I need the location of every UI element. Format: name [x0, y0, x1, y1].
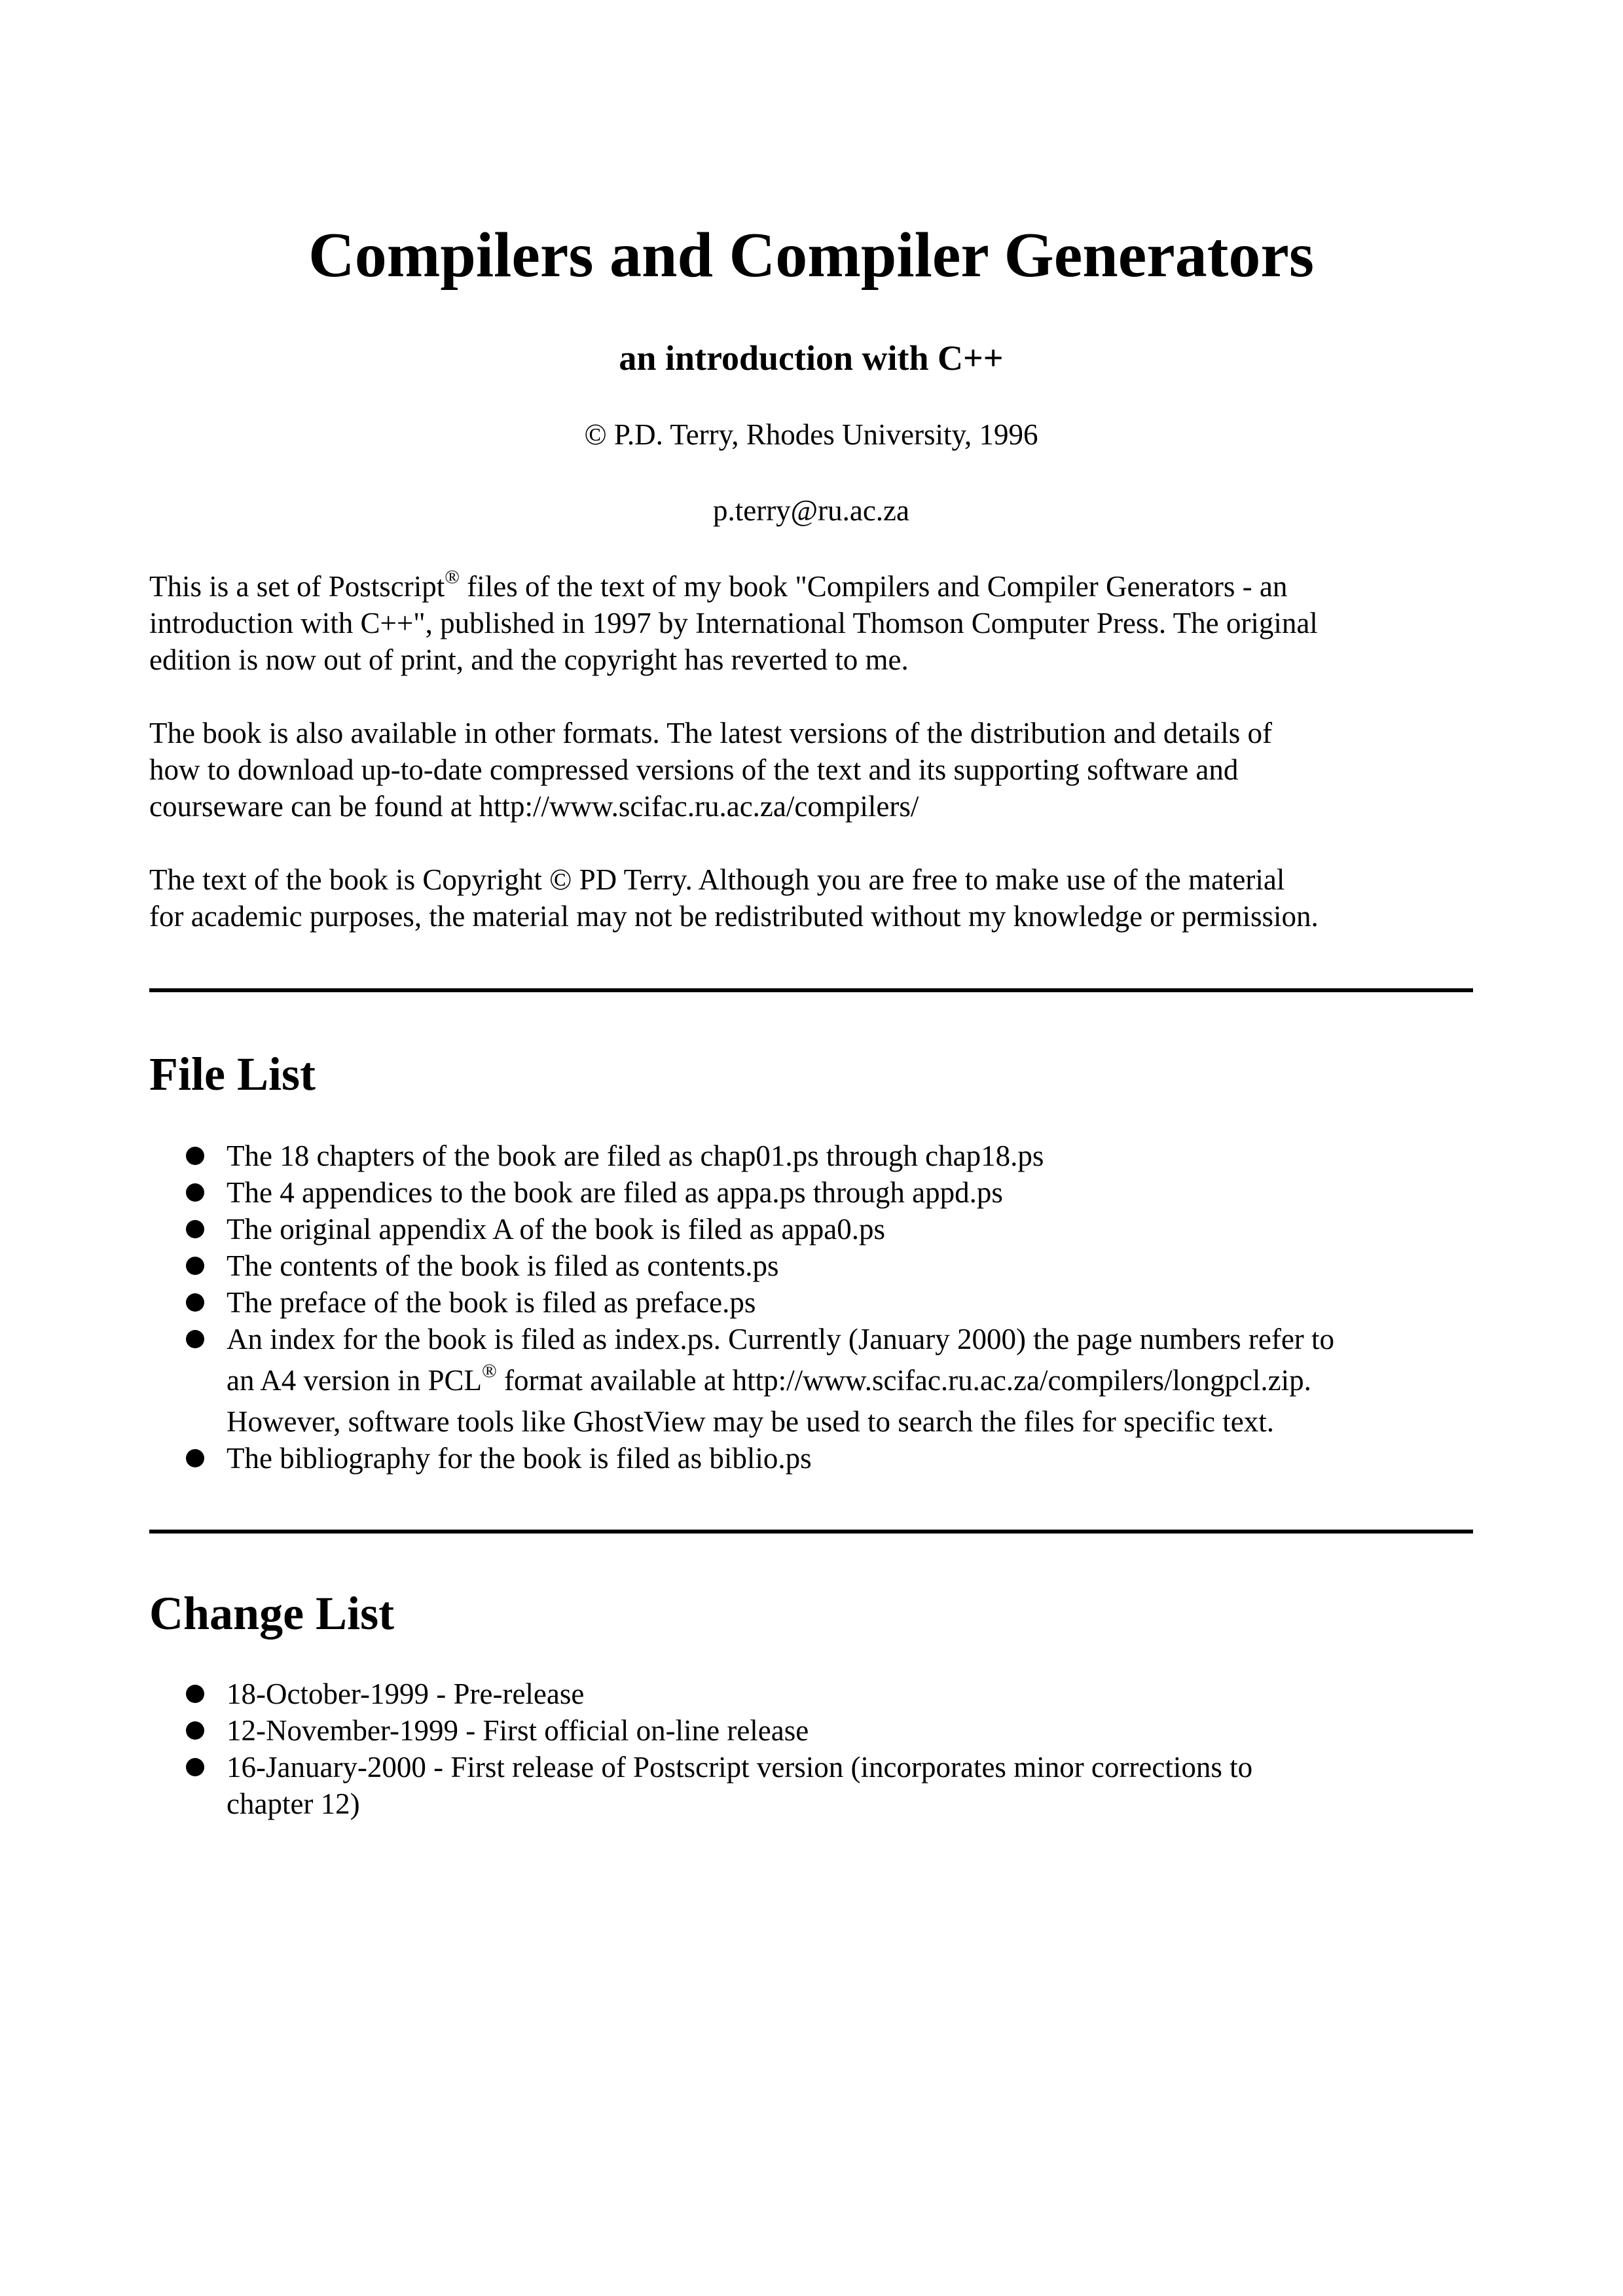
list-item	[149, 1440, 1473, 1477]
intro-p1-text-a: This is a set of Postscript	[149, 570, 445, 603]
list-item-text: The 4 appendices to the book are filed as appa.ps through appd.ps	[227, 1176, 1003, 1209]
bullet-icon	[186, 1293, 204, 1312]
intro-p3-line-2: for academic purposes, the material may not be redistributed without my knowledge or permission.	[149, 900, 1319, 933]
bullet-icon	[186, 1220, 204, 1238]
intro-paragraph-3	[149, 861, 1473, 935]
list-item-text: 16-January-2000 - First release of Postscript version (incorporates minor corrections to	[227, 1751, 1253, 1784]
horizontal-rule	[149, 988, 1473, 992]
horizontal-rule	[149, 1530, 1473, 1534]
list-item	[149, 1284, 1473, 1321]
intro-p2-line-1: The book is also available in other formats. The latest versions of the distribution and details of	[149, 717, 1273, 749]
list-item	[149, 1138, 1473, 1174]
copyright-line: © P.D. Terry, Rhodes University, 1996	[584, 418, 1038, 451]
list-item	[149, 1174, 1473, 1211]
list-item-text-line-3: However, software tools like GhostView may be used to search the files for specific text.	[227, 1405, 1275, 1438]
bullet-icon	[186, 1758, 204, 1776]
list-item-text-line-2: chapter 12)	[227, 1787, 360, 1820]
list-item-text-line-2	[227, 1357, 1473, 1403]
list-item-text: The 18 chapters of the book are filed as chap01.ps through chap18.ps	[227, 1139, 1044, 1172]
bullet-icon	[186, 1183, 204, 1202]
file-list-heading: File List	[149, 1048, 316, 1100]
list-item-text: The original appendix A of the book is filed as appa0.ps	[227, 1213, 886, 1246]
intro-p3-line-1: The text of the book is Copyright © PD Terry. Although you are free to make use of the material	[149, 863, 1285, 896]
bullet-icon	[186, 1330, 204, 1348]
file-list	[149, 1138, 1473, 1477]
list-item	[149, 1211, 1473, 1247]
author-email[interactable]: p.terry@ru.ac.za	[712, 494, 909, 527]
list-item-text: The preface of the book is filed as preface.ps	[227, 1286, 756, 1319]
list-item-text: 12-November-1999 - First official on-line release	[227, 1714, 809, 1747]
page-subtitle: an introduction with C++	[619, 338, 1004, 378]
index-text-a: an A4 version in PCL	[227, 1364, 482, 1397]
intro-p2-line-2: how to download up-to-date compressed versions of the text and its supporting software and	[149, 753, 1239, 786]
change-list	[149, 1676, 1473, 1822]
list-item	[149, 1749, 1473, 1822]
bullet-icon	[186, 1685, 204, 1703]
registered-mark: ®	[445, 566, 460, 588]
list-item-text: The contents of the book is filed as contents.ps	[227, 1249, 779, 1282]
intro-p2-line-3: courseware can be found at http://www.scifac.ru.ac.za/compilers/	[149, 790, 919, 823]
list-item	[149, 1676, 1473, 1712]
list-item-text: An index for the book is filed as index.ps. Currently (January 2000) the page numbers refer to	[227, 1323, 1335, 1355]
list-item	[149, 1712, 1473, 1749]
list-item-text: 18-October-1999 - Pre-release	[227, 1677, 585, 1710]
list-item-index	[149, 1321, 1473, 1440]
bullet-icon	[186, 1147, 204, 1165]
intro-paragraph-1	[149, 568, 1473, 678]
intro-p1-line-2: introduction with C++", published in 1997 by International Thomson Computer Press. The original	[149, 607, 1318, 639]
intro-p1-line-3: edition is now out of print, and the copyright has reverted to me.	[149, 643, 909, 676]
list-item	[149, 1247, 1473, 1284]
intro-paragraph-2	[149, 715, 1473, 825]
bullet-icon	[186, 1721, 204, 1740]
index-text-b: format available at http://www.scifac.ru.ac.za/compilers/longpcl.zip.	[496, 1364, 1311, 1397]
change-list-heading: Change List	[149, 1587, 395, 1640]
bullet-icon	[186, 1257, 204, 1275]
page-title: Compilers and Compiler Generators	[308, 220, 1315, 291]
list-item-text: The bibliography for the book is filed as biblio.ps	[227, 1442, 812, 1475]
intro-p1-line-1	[149, 568, 1473, 605]
intro-p1-text-b: files of the text of my book "Compilers and Compiler Generators - an	[460, 570, 1288, 603]
registered-mark: ®	[482, 1360, 497, 1382]
bullet-icon	[186, 1449, 204, 1467]
